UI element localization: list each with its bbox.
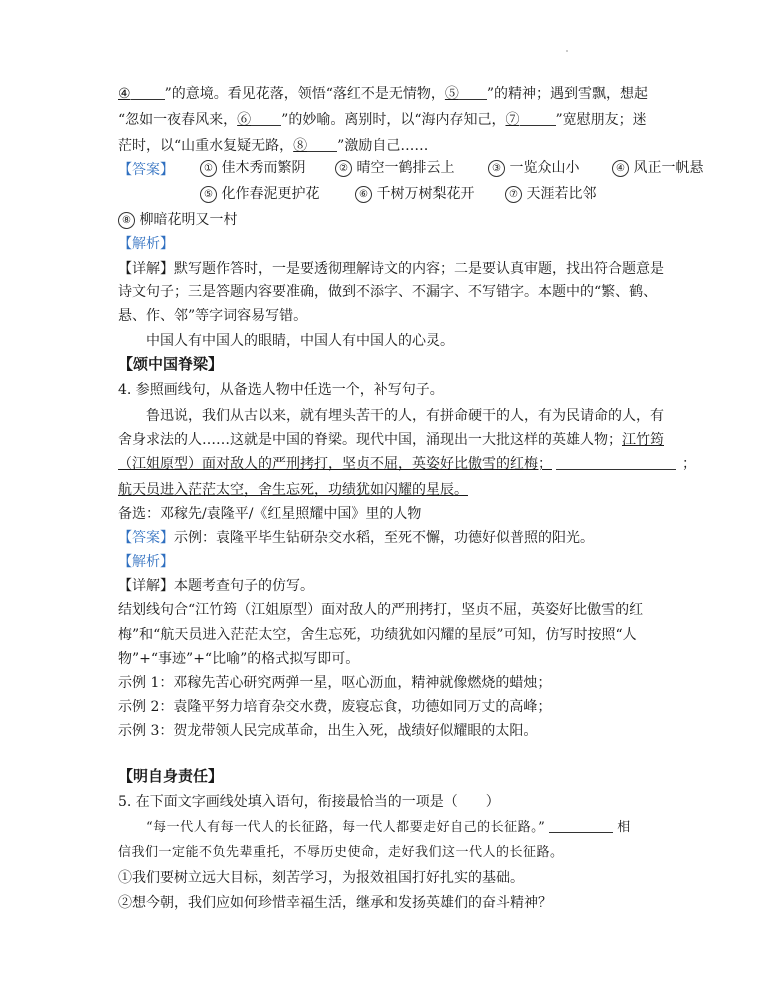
blank-4 <box>131 85 165 100</box>
q3-line-3: 茫时，以“山重水复疑无路，⑧ ”激励自己…… <box>118 138 429 154</box>
q4-detail-1: 【详解】本题考查句子的仿写。 <box>118 578 314 594</box>
q4-para-2: 舍身求法的人……这就是中国的脊梁。现代中国，涌现出一大批这样的英雄人物；江竹筠 <box>118 432 664 448</box>
underlined-sentence: 江竹筠 <box>622 432 664 448</box>
q3-line-1: ④ ”的意境。看见花落，领悟“落红不是无情物，⑤ ”的精神；遇到雪飘，想起 <box>118 86 649 102</box>
motto: 中国人有中国人的眼睛，中国人有中国人的心灵。 <box>146 333 454 349</box>
q4-answer: 【答案】示例：袁隆平毕生钻研杂交水稻，至死不懈，功德好似普照的阳光。 <box>118 530 594 546</box>
q4-title: 4. 参照画线句，从备选人物中任选一个，补写句子。 <box>118 382 444 398</box>
answer-item-5: ⑤ 化作春泥更护花 <box>200 184 319 204</box>
answer-item-8: ⑧ 柳暗花明又一村 <box>118 210 237 230</box>
blank-label-4: ④ <box>118 86 131 102</box>
fill-blank[interactable] <box>556 455 676 470</box>
answer-item-6: ⑥ 千树万树梨花开 <box>355 184 474 204</box>
q4-example-3: 示例 3：贺龙带领人民完成革命，出生入死，战绩好似耀眼的太阳。 <box>118 723 538 739</box>
q4-example-2: 示例 2：袁隆平努力培育杂交水费，废寝忘食，功德如同万丈的高峰； <box>118 699 552 715</box>
answer-item-1: ① 佳木秀而繁阴 <box>200 158 305 178</box>
q4-detail-3: 梅”和“航天员进入茫茫太空，舍生忘死，功绩犹如闪耀的星辰”可知，仿写时按照“人 <box>118 627 637 643</box>
q4-detail-2: 结划线句合“江竹筠（江姐原型）面对敌人的严刑拷打，坚贞不屈，英姿好比傲雪的红 <box>118 602 644 618</box>
q5-para-2: 信我们一定能不负先辈重托，不辱历史使命，走好我们这一代人的长征路。 <box>118 845 564 860</box>
q4-example-1: 示例 1：邓稼先苦心研究两弹一星，呕心沥血，精神就像燃烧的蜡烛； <box>118 675 552 691</box>
q4-detail-4: 物”+“事迹”+“比喻”的格式拟写即可。 <box>118 651 360 667</box>
blank-label-6: ⑥ <box>237 112 252 128</box>
q5-option-2: ②想今朝，我们应如何珍惜幸福生活，继承和发扬英雄们的奋斗精神？ <box>118 895 552 911</box>
q5-para-1: “每一代人有每一代人的长征路，每一代人都要走好自己的长征路。” 相 <box>146 820 631 835</box>
detail-1-line-2: 诗文句子；三是答题内容要准确，做到不添字、不漏字、不写错字。本题中的“繁、鹤、 <box>118 284 658 300</box>
blank-8 <box>307 137 337 152</box>
detail-1-line-1: 【详解】默写题作答时，一是要透彻理解诗文的内容；二是要认真审题，找出符合题意是 <box>118 261 664 277</box>
blank-label-8: ⑧ <box>293 138 308 154</box>
section-heading-1: 【颂中国脊梁】 <box>118 355 224 373</box>
answer-item-7: ⑦ 天涯若比邻 <box>505 184 596 204</box>
section-heading-2: 【明自身责任】 <box>118 767 224 785</box>
analysis-label: 【解析】 <box>118 236 174 252</box>
q5-option-1: ①我们要树立远大目标，刻苦学习，为报效祖国打好扎实的基础。 <box>118 870 524 886</box>
blank-label-5: ⑤ <box>444 86 459 102</box>
answer-item-2: ② 晴空一鹤排云上 <box>335 158 454 178</box>
blank-6 <box>251 111 281 126</box>
q4-para-3: （江姐原型）面对敌人的严刑拷打，坚贞不屈，英姿好比傲雪的红梅； ； <box>118 456 696 472</box>
q5-blank[interactable] <box>549 818 613 833</box>
answer-item-3: ③ 一览众山小 <box>488 158 579 178</box>
q4-options: 备选：邓稼先/袁隆平/《红星照耀中国》里的人物 <box>118 506 422 522</box>
q5-title: 5. 在下面文字画线处填入语句，衔接最恰当的一项是（ ） <box>118 794 500 810</box>
q4-analysis-label: 【解析】 <box>118 554 174 570</box>
answer-label: 【答案】 <box>118 162 174 178</box>
q4-para-4: 航天员进入茫茫太空，舍生忘死，功绩犹如闪耀的星辰。 <box>118 482 468 498</box>
detail-1-line-3: 悬、作、邻”等字词容易写错。 <box>118 308 308 324</box>
blank-label-7: ⑦ <box>505 112 520 128</box>
page-mark <box>566 50 568 52</box>
blank-7 <box>520 111 556 126</box>
q4-para-1: 鲁迅说，我们从古以来，就有埋头苦干的人，有拼命硬干的人，有为民请命的人，有 <box>146 408 664 424</box>
blank-5 <box>459 85 487 100</box>
answer-item-4: ④ 风正一帆悬 <box>612 158 703 178</box>
q3-line-2: “忽如一夜春风来，⑥ ”的妙喻。离别时，以“海内存知己，⑦ ”宽慰朋友；迷 <box>118 112 647 128</box>
